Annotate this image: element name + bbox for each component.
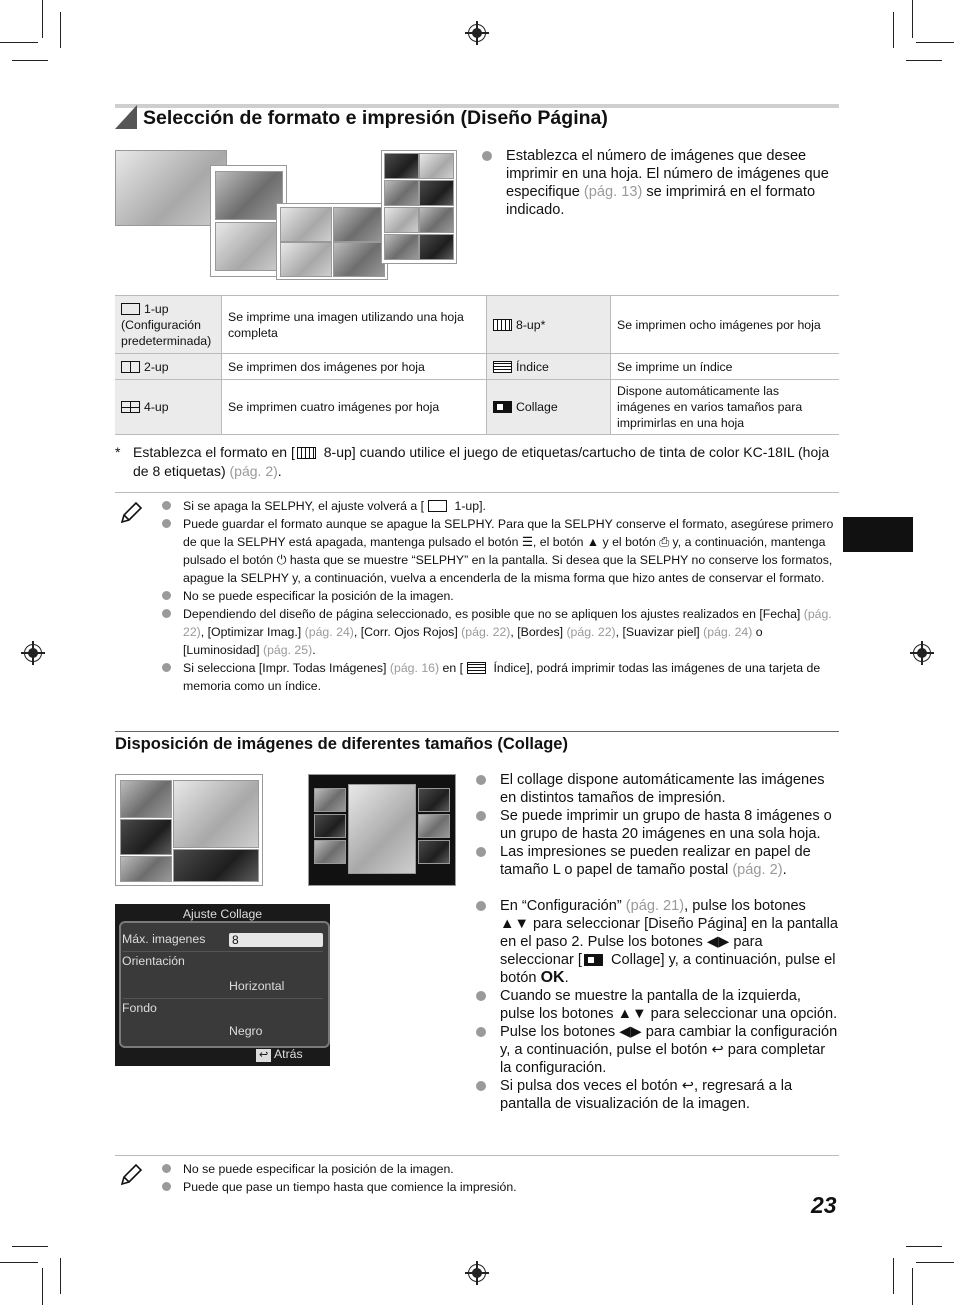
- table-cell: [487, 296, 611, 354]
- sample-photo: [419, 234, 454, 260]
- back-control[interactable]: [256, 1047, 303, 1062]
- layout-name: 1-up (Configuración predeterminada): [121, 301, 212, 348]
- table-cell: [487, 354, 611, 380]
- registration-mark-icon: [913, 644, 931, 662]
- text: se imprimirá en el formato indicado.: [506, 184, 816, 218]
- table-cell: [115, 380, 222, 435]
- text: Puede que pase un tiempo hasta que comience la impresión.: [183, 1180, 517, 1194]
- page-reference: (pág. 16): [389, 661, 440, 675]
- bullet-icon: [476, 811, 486, 821]
- text: Las impresiones se pueden realizar en papel de tamaño L o papel de tamaño postal: [500, 844, 811, 878]
- crop-mark: [60, 12, 61, 48]
- text: .: [277, 463, 282, 479]
- sample-photo: [384, 207, 419, 233]
- text: Establezca el formato en [: [133, 444, 295, 460]
- text: hasta que se muestre “SELPHY” en la pantalla. Si desea que la SELPHY no conserve los formatos, apague la SELPHY y, a continuación, vuelva a encenderla de la misma forma que hizo antes de conservar el formato.: [183, 553, 833, 585]
- text: Cuando se muestre la pantalla de la izquierda, pulse los botones ▲▼ para seleccionar una opción.: [500, 988, 838, 1022]
- index-grid-icon: [493, 361, 512, 373]
- table-cell: [115, 296, 222, 354]
- crop-mark: [906, 1246, 942, 1247]
- text: Dependiendo del diseño de página seleccionado, es posible que no se apliquen los ajustes realizados en [Fecha]: [183, 607, 804, 621]
- page-reference: (pág. 22): [566, 625, 616, 639]
- text: Si selecciona [Impr. Todas Imágenes]: [183, 661, 390, 675]
- list-item: [476, 897, 838, 987]
- sample-photo: [215, 171, 283, 220]
- table-cell: Se imprime una imagen utilizando una hoja completa: [222, 296, 487, 354]
- bullet-icon: [476, 901, 486, 911]
- subsection-rule: [115, 731, 839, 732]
- text: , [Corr. Ojos Rojos]: [353, 625, 462, 639]
- bullet-icon: [476, 1027, 486, 1037]
- sample-photo: [120, 819, 172, 855]
- bullet-icon: [476, 847, 486, 857]
- settings-panel: [119, 921, 330, 1048]
- text: para completar la configuración.: [500, 1042, 826, 1076]
- page-number: 23: [811, 1192, 837, 1218]
- sample-photo: [384, 234, 419, 260]
- page-reference: (pág. 13): [583, 184, 643, 200]
- text: .: [782, 862, 787, 878]
- text: y, a continuación, mantenga pulsado el botón: [183, 535, 826, 567]
- footnote-mark: *: [115, 444, 121, 460]
- intro-list: [482, 147, 838, 219]
- page-reference: (pág. 2): [229, 463, 278, 479]
- text: No se puede especificar la posición de la imagen.: [183, 589, 454, 603]
- sample-photo: [314, 840, 346, 864]
- table-cell: Se imprimen dos imágenes por hoja: [222, 354, 487, 380]
- list-item: [476, 807, 838, 843]
- collage-settings-screen: [115, 904, 330, 1066]
- list-item: [115, 1160, 835, 1178]
- memo-rule: [115, 492, 839, 493]
- text: , pulse los botones ▲▼ para seleccionar [Diseño Página] en la pantalla en el paso 2. Pulse los botones ◀▶ para seleccionar [: [500, 898, 838, 968]
- text: , regresará a la pantalla de visualización de la imagen.: [500, 1078, 793, 1112]
- registration-mark-icon: [24, 644, 42, 662]
- table-cell: Dispone automáticamente las imágenes en varios tamaños para imprimirlas en una hoja: [611, 380, 840, 435]
- list-item: [115, 605, 835, 659]
- sample-photo: [418, 840, 450, 864]
- sample-photo: [419, 207, 454, 233]
- bullet-icon: [476, 991, 486, 1001]
- eight-grid-icon: [493, 319, 512, 331]
- text: 1-up].: [451, 499, 486, 513]
- setting-label: Fondo: [122, 1001, 157, 1015]
- crop-mark: [916, 42, 954, 43]
- crop-mark: [906, 60, 942, 61]
- list-item: [115, 1178, 835, 1196]
- text: Puede guardar el formato aunque se apague la SELPHY. Para que la SELPHY conserve el formato, asegúrese primero de que la SELPHY está apagada, mantenga pulsado el botón: [183, 517, 834, 549]
- collage-list: [476, 771, 838, 1113]
- eight-grid-icon: [297, 447, 316, 459]
- sample-photo: [173, 849, 259, 882]
- table-row: [115, 380, 839, 435]
- sample-photo: [384, 180, 419, 206]
- text: El collage dispone automáticamente las imágenes en distintos tamaños de impresión.: [500, 772, 825, 806]
- crop-mark: [912, 0, 913, 38]
- crop-mark: [916, 1262, 954, 1263]
- sample-photo: [314, 788, 346, 812]
- list-item: [476, 1077, 838, 1113]
- chapter-tab: [843, 517, 913, 552]
- registration-mark-icon: [468, 24, 486, 42]
- sample-photo: [418, 814, 450, 838]
- divider: [123, 951, 323, 952]
- single-frame-icon: [428, 500, 447, 512]
- title-marker: [115, 105, 137, 129]
- layout-name: 4-up: [144, 400, 169, 414]
- memo-list: [115, 497, 835, 695]
- layout-table: [115, 295, 839, 435]
- index-grid-icon: [467, 662, 486, 674]
- sample-photo: [348, 784, 416, 874]
- footnote: [115, 443, 835, 481]
- text: En “Configuración”: [500, 898, 626, 914]
- table-cell: Se imprimen cuatro imágenes por hoja: [222, 380, 487, 435]
- text: , el botón ▲ y el botón: [532, 535, 660, 549]
- list-item: [476, 1023, 838, 1077]
- list-item: [115, 497, 835, 515]
- crop-mark: [12, 60, 48, 61]
- collage-icon: [584, 954, 603, 966]
- sample-photo: [333, 207, 385, 242]
- list-item: [476, 987, 838, 1023]
- sample-photo: [333, 242, 385, 277]
- page-reference: (pág. 2): [732, 862, 783, 878]
- subsection-title: Disposición de imágenes de diferentes tamaños (Collage): [115, 735, 568, 753]
- setting-row-max-images[interactable]: [121, 929, 328, 949]
- ok-button-icon: OK: [540, 969, 565, 986]
- page-reference: (pág. 21): [625, 898, 685, 914]
- back-button-icon: ↩: [711, 1042, 724, 1058]
- two-frame-icon: [121, 361, 140, 373]
- bullet-icon: [162, 591, 171, 600]
- list-item: [115, 587, 835, 605]
- collage-icon: [493, 401, 512, 413]
- memo-rule: [115, 1155, 839, 1156]
- page-title: Selección de formato e impresión (Diseño Página): [143, 107, 608, 129]
- bullet-icon: [162, 1164, 171, 1173]
- back-label: Atrás: [273, 1047, 303, 1061]
- divider: [123, 998, 323, 999]
- list-item: [115, 515, 835, 587]
- text: Si pulsa dos veces el botón: [500, 1078, 682, 1094]
- bullet-icon: [162, 663, 171, 672]
- crop-mark: [42, 1268, 43, 1305]
- sample-photo: [384, 153, 419, 179]
- bullet-icon: [476, 775, 486, 785]
- layout-name: 2-up: [144, 359, 169, 374]
- back-icon: ↩: [256, 1049, 271, 1062]
- setting-label: Orientación: [122, 954, 185, 968]
- bullet-icon: [162, 519, 171, 528]
- page-reference: (pág. 22): [461, 625, 511, 639]
- sample-photo: [120, 780, 172, 818]
- text: .: [564, 970, 569, 986]
- power-button-icon: ⏻: [276, 553, 287, 567]
- layout-name: Collage: [516, 400, 558, 414]
- text: Índice], podrá imprimir todas las imágenes de una tarjeta de memoria como un índice.: [183, 661, 821, 693]
- bullet-icon: [482, 151, 492, 161]
- text: Establezca el número de imágenes que desee imprimir en una hoja. El número de imágenes que especifique: [506, 148, 829, 200]
- page-reference: (pág. 25): [262, 643, 313, 657]
- sample-photo: [314, 814, 346, 838]
- text: Collage] y, a continuación, pulse el botón: [500, 952, 836, 986]
- text: en [: [439, 661, 464, 675]
- text: 8-up] cuando utilice el juego de etiquetas/cartucho de tinta de color KC-18IL (hoja de 8 etiquetas): [133, 444, 830, 479]
- bullet-icon: [162, 609, 171, 618]
- setting-value[interactable]: Negro: [229, 1024, 263, 1038]
- text: , [Suavizar piel]: [615, 625, 704, 639]
- page-reference: (pág. 24): [304, 625, 354, 639]
- text: .: [312, 643, 316, 657]
- sample-photo: [280, 242, 332, 277]
- text: No se puede especificar la posición de la imagen.: [183, 1162, 454, 1176]
- screen-title: Ajuste Collage: [182, 907, 263, 921]
- table-cell: Se imprimen ocho imágenes por hoja: [611, 296, 840, 354]
- table-cell: [487, 380, 611, 435]
- sample-photo: [419, 180, 454, 206]
- layout-name: Índice: [516, 359, 549, 374]
- page-reference: (pág. 22): [183, 607, 832, 639]
- crop-mark: [893, 12, 894, 48]
- text: , [Optimizar Imag.]: [200, 625, 305, 639]
- four-frame-icon: [121, 401, 140, 413]
- table-row: [115, 354, 839, 380]
- text: Se puede imprimir un grupo de hasta 8 imágenes o un grupo de hasta 20 imágenes en una sola hoja.: [500, 808, 832, 842]
- bullet-icon: [476, 1081, 486, 1091]
- sample-photo: [419, 153, 454, 179]
- sample-photo: [120, 856, 172, 882]
- memo-list: [115, 1160, 835, 1196]
- table-cell: Se imprime un índice: [611, 354, 840, 380]
- layout-name: 8-up*: [516, 317, 546, 332]
- crop-mark: [0, 1262, 38, 1263]
- crop-mark: [0, 42, 38, 43]
- single-frame-icon: [121, 303, 140, 315]
- crop-mark: [12, 1246, 48, 1247]
- crop-mark: [893, 1258, 894, 1294]
- menu-button-icon: ☰: [521, 535, 533, 549]
- sample-photo: [418, 788, 450, 812]
- text: Si se apaga la SELPHY, el ajuste volverá a [: [183, 499, 425, 513]
- text: o [Luminosidad]: [183, 625, 763, 657]
- list-item: [115, 659, 835, 695]
- text: Pulse los botones ◀▶ para cambiar la configuración y, a continuación, pulse el botón: [500, 1024, 838, 1058]
- bullet-icon: [162, 501, 171, 510]
- text: , [Bordes]: [510, 625, 567, 639]
- sample-photo: [215, 222, 283, 271]
- crop-mark: [42, 0, 43, 38]
- setting-label: Máx. imagenes: [122, 932, 206, 946]
- sample-photo: [280, 207, 332, 242]
- setting-value[interactable]: Horizontal: [229, 979, 285, 993]
- registration-mark-icon: [468, 1264, 486, 1282]
- print-button-icon: ⎙: [659, 535, 670, 549]
- list-item: [482, 147, 838, 219]
- setting-value-field[interactable]: 8: [229, 933, 323, 947]
- page-reference: (pág. 24): [703, 625, 753, 639]
- bullet-icon: [162, 1182, 171, 1191]
- list-item: [476, 771, 838, 807]
- sample-photo: [173, 780, 259, 848]
- list-item: [476, 843, 838, 879]
- back-button-icon: ↩: [681, 1078, 694, 1094]
- crop-mark: [912, 1268, 913, 1305]
- crop-mark: [60, 1258, 61, 1294]
- table-row: [115, 296, 839, 354]
- table-cell: [115, 354, 222, 380]
